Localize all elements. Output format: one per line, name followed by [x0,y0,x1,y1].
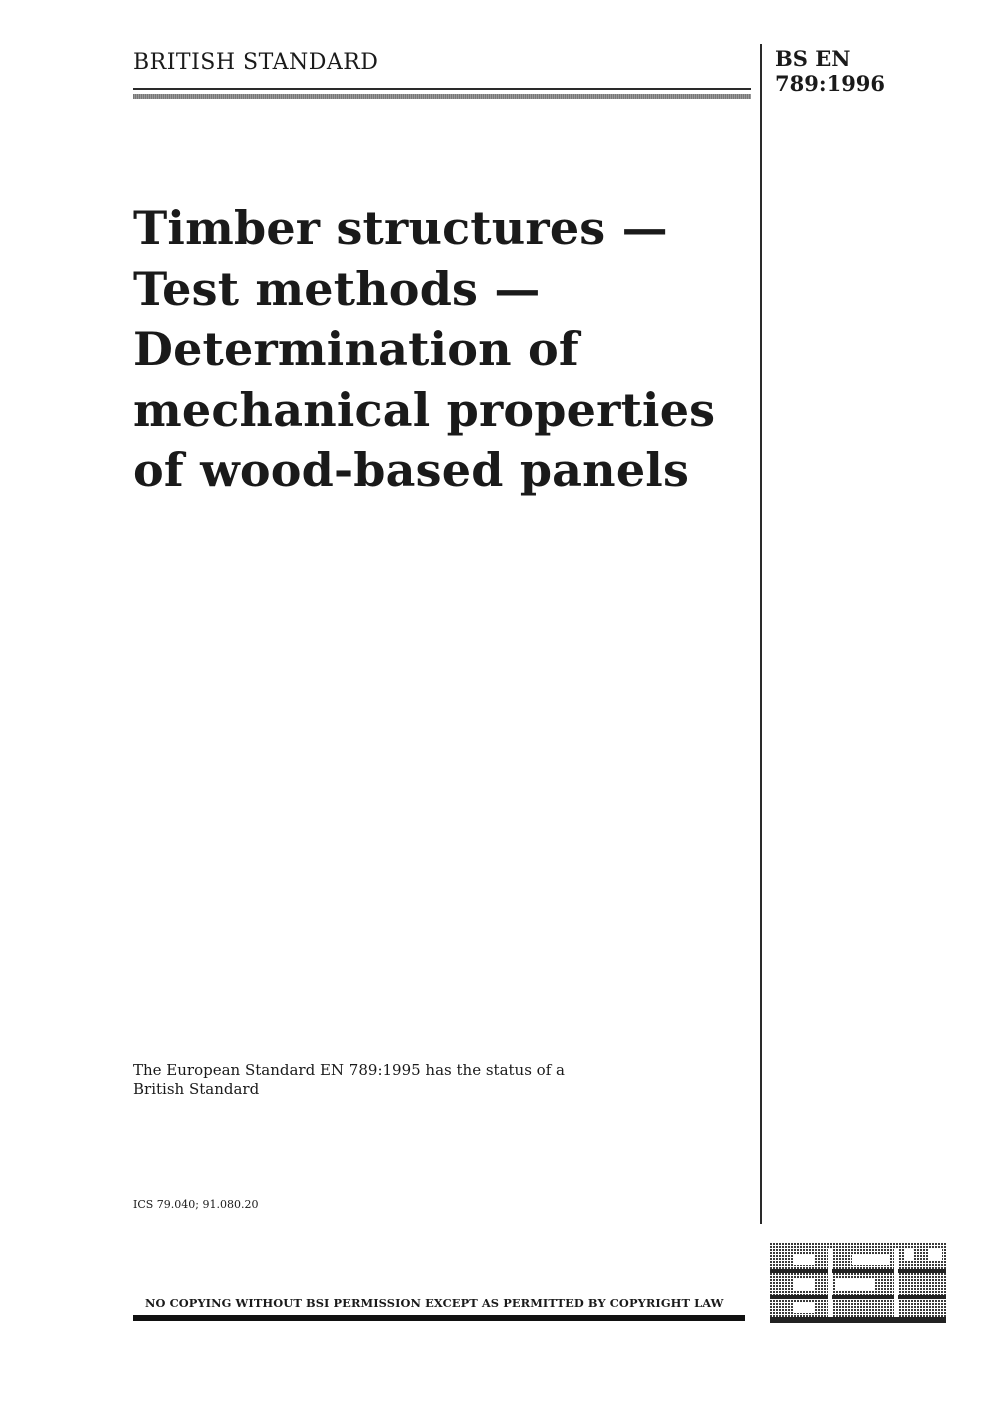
standard-number-line2: 789:1996 [775,71,886,96]
ics-code: ICS 79.040; 91.080.20 [133,1198,259,1211]
header-rule-thin [133,88,751,90]
copyright-notice: NO COPYING WITHOUT BSI PERMISSION EXCEPT AS PERMITTED BY COPYRIGHT LAW [145,1296,724,1310]
standard-number-line1: BS EN [775,46,851,71]
header-rule-thick [133,94,751,99]
document-category-label: BRITISH STANDARD [133,50,379,75]
bsi-logo [770,1243,946,1323]
document-title: Timber structures — Test methods — Determination of mechanical properties of wood-based panels [133,201,716,497]
status-statement: The European Standard EN 789:1995 has the status of a British Standard [133,1061,565,1098]
footer-rule [133,1315,745,1321]
standard-number [775,46,885,96]
vertical-divider [760,44,762,1224]
